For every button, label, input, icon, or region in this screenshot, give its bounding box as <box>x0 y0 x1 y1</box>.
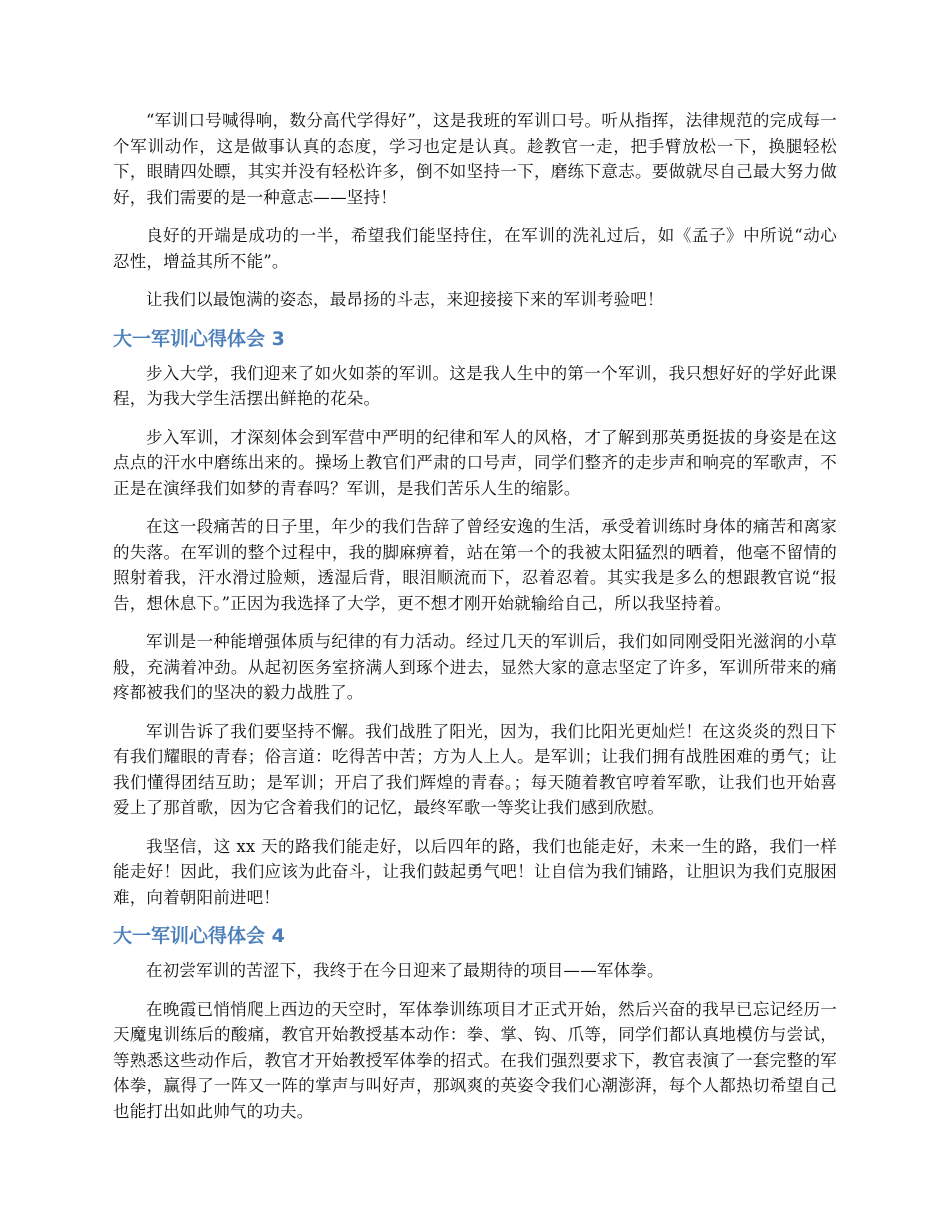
section-heading-3: 大一军训心得体会 3 <box>113 327 285 350</box>
paragraph: 在初尝军训的苦涩下，我终于在今日迎来了最期待的项目——军体拳。 <box>146 961 664 980</box>
paragraph: 步入军训，才深刻体会到军营中严明的纪律和军人的风格，才了解到那英勇挺拔的身姿是在这点点的汗水中磨练出来的。操场上教官们严肃的口号声，同学们整齐的走步声和响亮的军歌声，不正是在演绎我们如梦的青春吗？军训，是我们苦乐人生的缩影。 <box>113 427 837 498</box>
paragraph: 在晚霞已悄悄爬上西边的天空时，军体拳训练项目才正式开始，然后兴奋的我早已忘记经历一天魔鬼训练后的酸痛，教官开始教授基本动作：拳、掌、钩、爪等，同学们都认真地模仿与尝试，等熟悉这些动作后，教官才开始教授军体拳的招式。在我们强烈要求下，教官表演了一套完整的军体拳，赢得了一阵又一阵的掌声与叫好声，那飒爽的英姿令我们心潮澎湃，每个人都热切希望自己也能打出如此帅气的功夫。 <box>113 999 837 1121</box>
section-heading-4: 大一军训心得体会 4 <box>113 925 285 947</box>
paragraph: “军训口号喊得响，数分高代学得好”，这是我班的军训口号。听从指挥，法律规范的完成每一个军训动作，这是做事认真的态度，学习也定是认真。趁教官一走，把手臂放松一下，换腿轻松下，眼睛四处瞟，其实并没有轻松许多，倒不如坚持一下，磨练下意志。要做就尽自己最大努力做好，我们需要的是一种意志——坚持！ <box>113 111 837 207</box>
paragraph: 军训告诉了我们要坚持不懈。我们战胜了阳光，因为，我们比阳光更灿烂！在这炎炎的烈日下有我们耀眼的青春；俗言道：吃得苦中苦；方为人上人。是军训；让我们拥有战胜困难的勇气；让我们懂得团结互助；是军训；开启了我们辉煌的青春。；每天随着教官哼着军歌，让我们也开始喜爱上了那首歌，因为它含着我们的记忆，最终军歌一等奖让我们感到欣慰。 <box>113 721 837 817</box>
paragraph: 步入大学，我们迎来了如火如荼的军训。这是我人生中的第一个军训，我只想好好的学好此课程，为我大学生活摆出鲜艳的花朵。 <box>113 363 837 408</box>
paragraph: 让我们以最饱满的姿态，最昂扬的斗志，来迎接接下来的军训考验吧！ <box>146 290 664 309</box>
document-body <box>113 108 837 1137</box>
paragraph: 在这一段痛苦的日子里，年少的我们告辞了曾经安逸的生活，承受着训练时身体的痛苦和离家的失落。在军训的整个过程中，我的脚麻痹着，站在第一个的我被太阳猛烈的晒着，他毫不留情的照射着我，汗水滑过脸颊，透湿后背，眼泪顺流而下，忍着忍着。其实我是多么的想跟教官说“报告，想休息下。”正因为我选择了大学，更不想才刚开始就输给自己，所以我坚持着。 <box>113 517 837 613</box>
paragraph: 良好的开端是成功的一半，希望我们能坚持住，在军训的洗礼过后，如《孟子》中所说“动心忍性，增益其所不能”。 <box>113 226 837 271</box>
paragraph: 军训是一种能增强体质与纪律的有力活动。经过几天的军训后，我们如同刚受阳光滋润的小草般，充满着冲劲。从起初医务室挤满人到琢个进去，显然大家的意志坚定了许多，军训所带来的痛疼都被我们的坚决的毅力战胜了。 <box>113 632 837 702</box>
paragraph: 我坚信，这 xx 天的路我们能走好，以后四年的路，我们也能走好，未来一生的路，我们一样能走好！因此，我们应该为此奋斗，让我们鼓起勇气吧！让自信为我们铺路，让胆识为我们克服困难，向着朝阳前进吧！ <box>113 836 837 907</box>
